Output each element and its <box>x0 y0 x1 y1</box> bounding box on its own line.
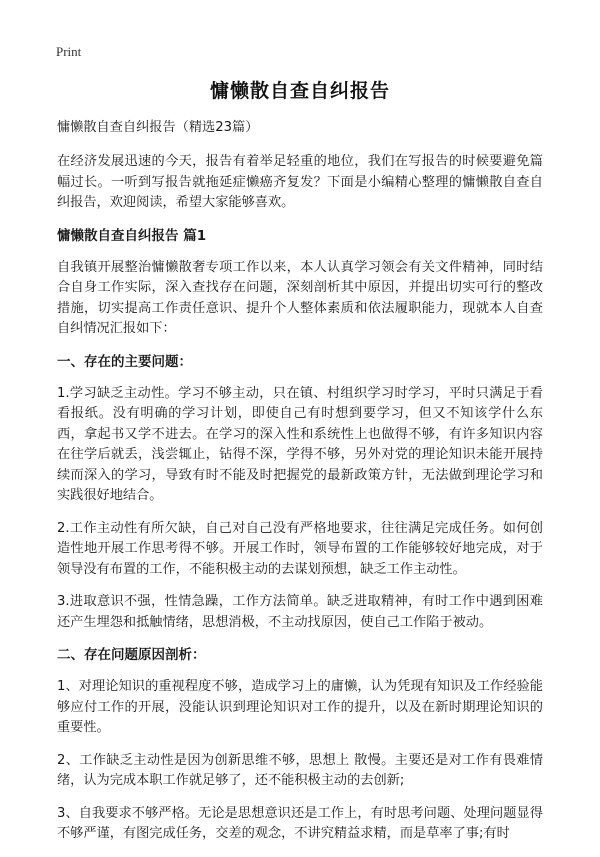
cause-item: 1、对理论知识的重视程度不够，造成学习上的庸懒，认为凭现有知识及工作经验能够应付工作的开展，没能认识到理论知识对工作的提升，以及在新时期理论知识的重要性。 <box>57 679 543 735</box>
section-heading-causes: 二、存在问题原因剖析： <box>57 647 206 663</box>
intro-paragraph: 在经济发展迅速的今天，报告有着举足轻重的地位，我们在写报告的时候要避免篇幅过长。一听到写报告就拖延症懒癌齐复发？下面是小编精心整理的慵懒散自查自纠报告，欢迎阅读，希望大家能够喜欢。 <box>57 154 543 210</box>
article-heading: 慵懒散自查自纠报告 篇1 <box>57 227 207 244</box>
print-link[interactable]: Print <box>56 44 82 59</box>
article-intro-paragraph: 自我镇开展整治慵懒散奢专项工作以来，本人认真学习领会有关文件精神，同时结合自身工作实际，深入查找存在问题，深刻剖析其中原因，并提出切实可行的整改措施，切实提高工作责任意识、提升个人整体素质和依法履职能力，现就本人自查自纠情况汇报如下： <box>57 259 543 336</box>
document-body <box>57 118 543 857</box>
problem-item: 3.进取意识不强，性情急躁，工作方法简单。缺乏进取精神，有时工作中遇到困难还产生埋怨和抵触情绪，思想消极，不主动找原因，使自己工作陷于被动。 <box>57 594 543 630</box>
problem-item: 1.学习缺乏主动性。学习不够主动，只在镇、村组织学习时学习，平时只满足于看看报纸。没有明确的学习计划，即使自己有时想到要学习，但又不知该学什么东西，拿起书又学不进去。在学习的深入性和系统性上也做得不够，有许多知识内容在往学后就丢，浅尝辄止，钻得不深，学得不够，另外对党的理论知识未能开展持续而深入的学习，导致有时不能及时把握党的最新政策方针，无法做到理论学习和实践很好地结合。 <box>57 385 543 503</box>
page-title: 慵懒散自查自纠报告 <box>209 80 390 102</box>
cause-item: 3、自我要求不够严格。无论是思想意识还是工作上，有时思考问题、处理问题显得不够严谨，有图完成任务，交差的观念，不讲究精益求精，而是草率了事;有时 <box>57 805 543 841</box>
problem-item: 2.工作主动性有所欠缺，自己对自己没有严格地要求，往往满足完成任务。如何创造性地开展工作思考得不够。开展工作时，领导布置的工作能够较好地完成，对于领导没有布置的工作，不能积极主动的去谋划预想，缺乏工作主动性。 <box>57 520 543 577</box>
cause-item: 2、工作缺乏主动性是因为创新思维不够，思想上 散慢。主要还是对工作有畏难情绪，认为完成本职工作就足够了，还不能积极主动的去创新; <box>57 752 543 788</box>
section-heading-problems: 一、存在的主要问题： <box>57 353 192 370</box>
document-subtitle: 慵懒散自查自纠报告（精选23篇） <box>57 120 259 135</box>
